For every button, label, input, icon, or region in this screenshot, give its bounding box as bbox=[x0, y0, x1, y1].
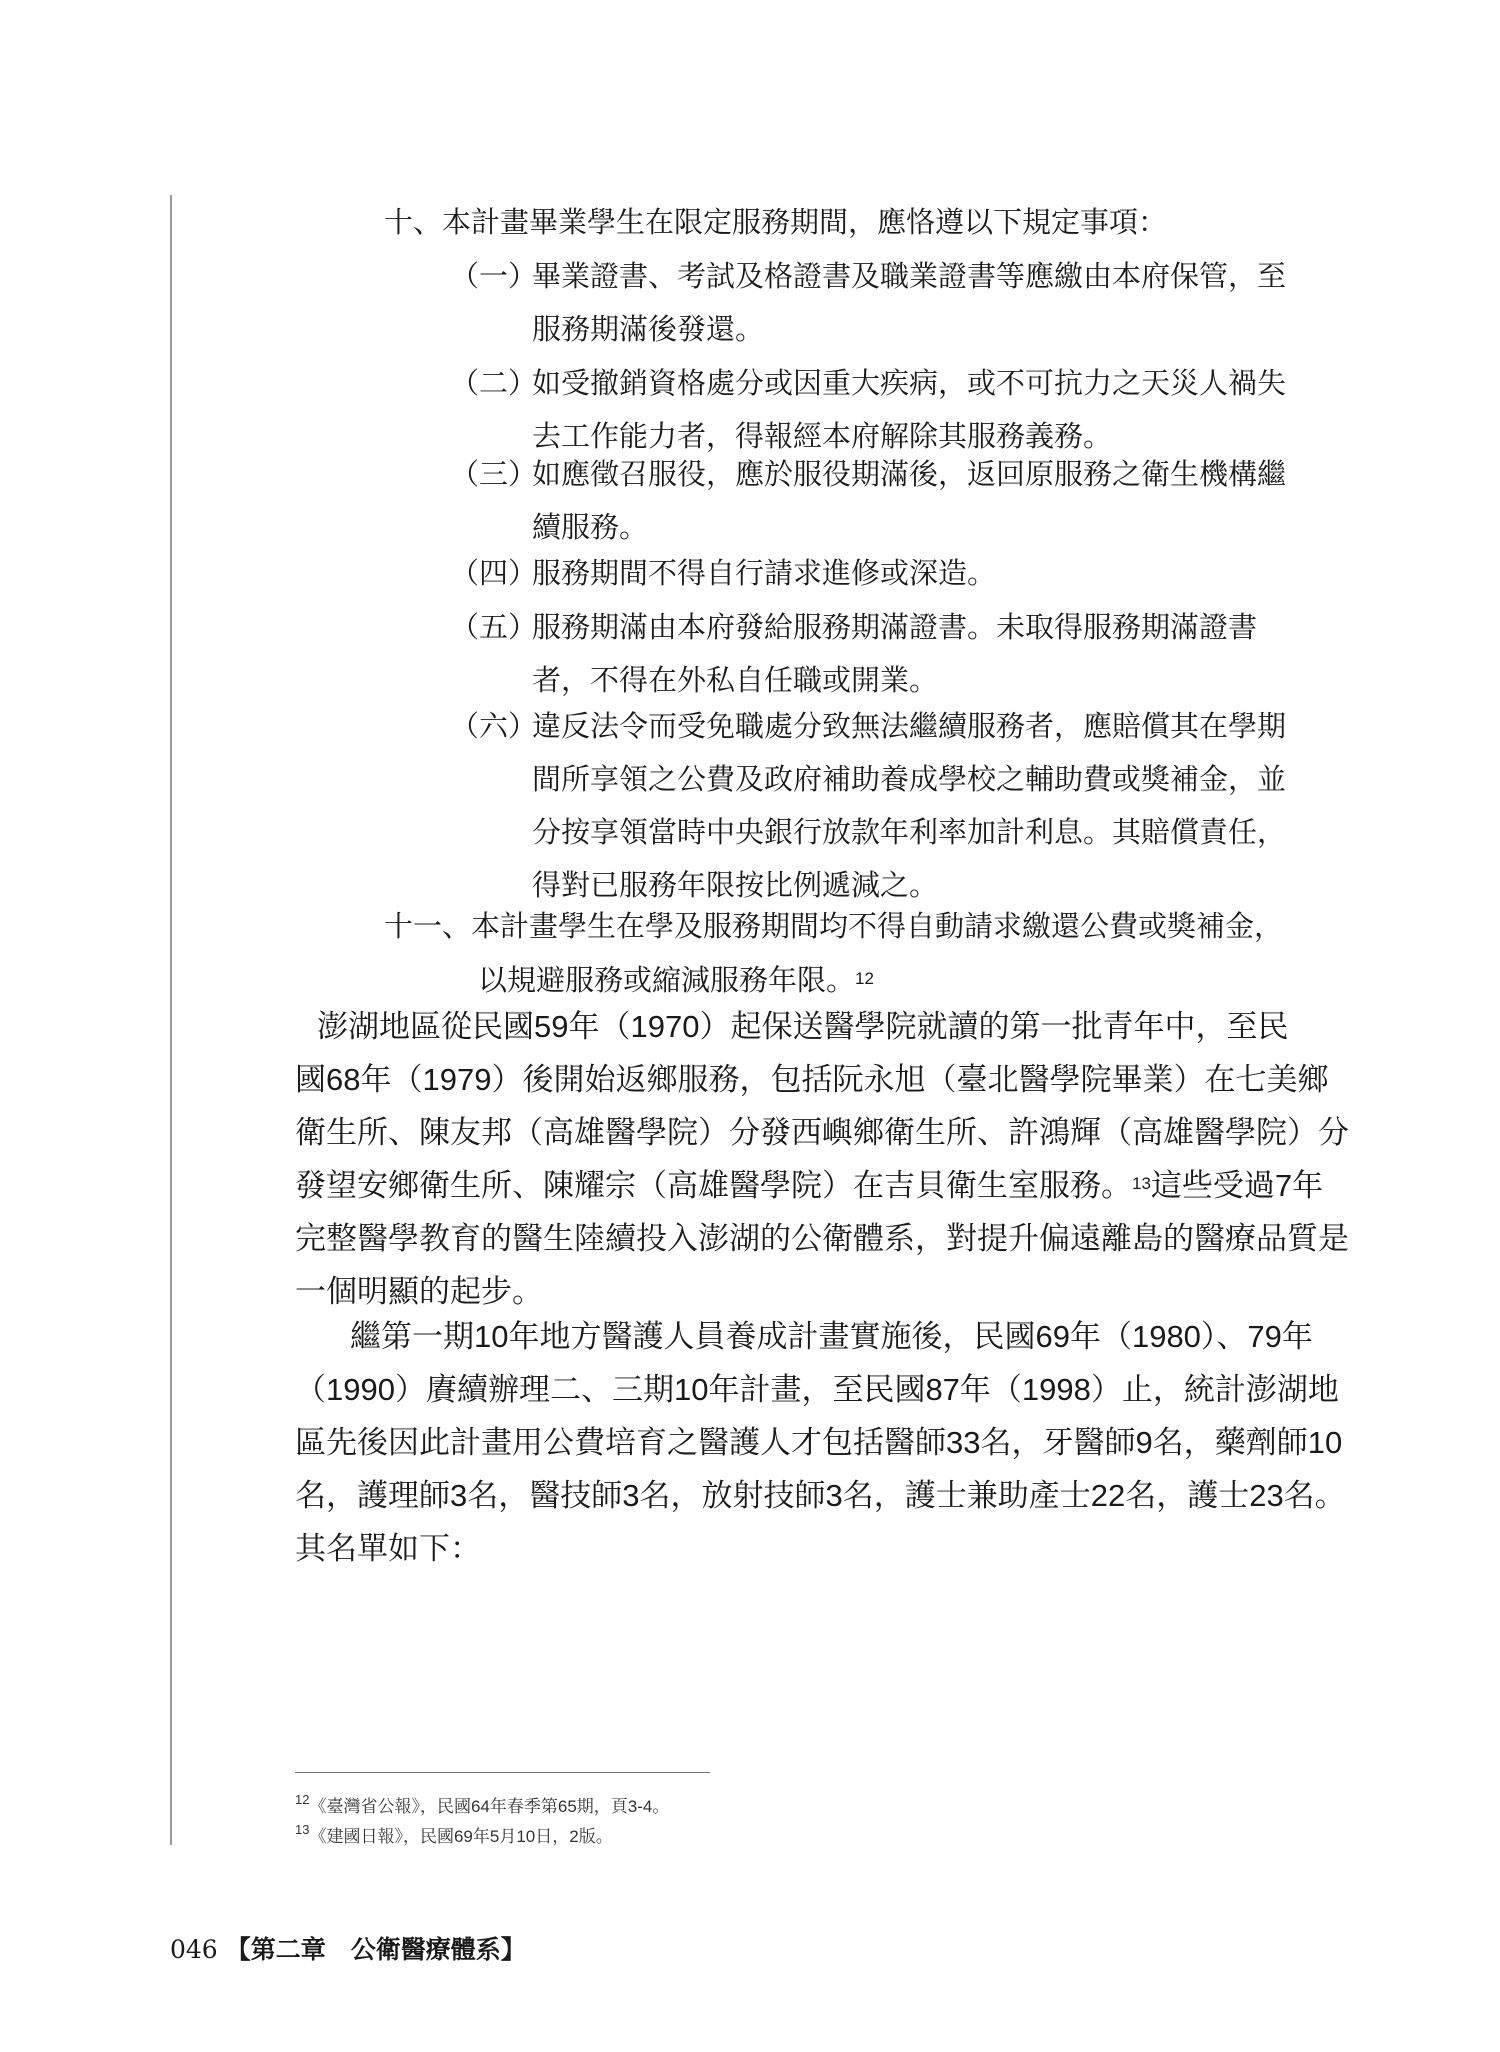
paragraph-line: 澎湖地區從民國59年（1970）起保送醫學院就讀的第一批青年中，至民 bbox=[317, 1009, 1289, 1044]
paragraph-line: 一個明顯的起步。 bbox=[295, 1274, 543, 1309]
subitem-number: （四） bbox=[450, 556, 538, 590]
paragraph-line: 國68年（1979）後開始返鄉服務，包括阮永旭（臺北醫學院畢業）在七美鄉 bbox=[295, 1062, 1329, 1097]
subitem-number: （五） bbox=[450, 610, 538, 644]
footnote-13 bbox=[295, 1822, 613, 1847]
paragraph-line-text: 這些受過7年 bbox=[1150, 1168, 1324, 1203]
footnote-number: 12 bbox=[295, 1792, 310, 1807]
subitem-number: （二） bbox=[450, 366, 538, 400]
page-folio bbox=[170, 1930, 526, 1966]
paragraph-line: 名，護理師3名，醫技師3名，放射技師3名，護士兼助產士22名，護士23名。 bbox=[295, 1478, 1346, 1513]
body-paragraph-2 bbox=[295, 1310, 1346, 1575]
chapter-title: 【第二章 公衛醫療體系】 bbox=[225, 1935, 526, 1964]
rule-item-11-heading: 十一、本計畫學生在學及服務期間均不得自動請求繳還公費或獎補金， bbox=[384, 909, 1284, 943]
subitem-line: 去工作能力者，得報經本府解除其服務義務。 bbox=[532, 419, 1113, 453]
body-paragraph-1 bbox=[295, 1000, 1349, 1318]
subitem-line: 如應徵召服役，應於服役期滿後，返回原服務之衛生機構繼 bbox=[532, 457, 1287, 491]
paragraph-line: 完整醫學教育的醫生陸續投入澎湖的公衛體系，對提升偏遠離島的醫療品質是 bbox=[295, 1221, 1349, 1256]
subitem-line: 服務期滿由本府發給服務期滿證書。未取得服務期滿證書 bbox=[532, 610, 1258, 644]
subitem-line: 如受撤銷資格處分或因重大疾病，或不可抗力之天災人禍失 bbox=[532, 366, 1287, 400]
footnote-ref-12: 12 bbox=[855, 969, 874, 988]
paragraph-line: 區先後因此計畫用公費培育之醫護人才包括醫師33名，牙醫師9名，藥劑師10 bbox=[295, 1425, 1343, 1460]
subitem-line: 畢業證書、考試及格證書及職業證書等應繳由本府保管，至 bbox=[532, 259, 1287, 293]
subitem-number: （一） bbox=[450, 259, 538, 293]
subitem-line: 續服務。 bbox=[532, 510, 649, 544]
margin-rule bbox=[170, 195, 172, 1845]
continuation-text: 以規避服務或縮減服務年限。 bbox=[478, 963, 856, 997]
footnote-ref-13: 13 bbox=[1132, 1174, 1151, 1193]
subitem-line: 者，不得在外私自任職或開業。 bbox=[532, 663, 939, 697]
paragraph-line: 其名單如下： bbox=[295, 1531, 481, 1566]
footnote-divider bbox=[295, 1772, 710, 1773]
footnote-12 bbox=[295, 1792, 669, 1817]
subitem-number: （三） bbox=[450, 457, 538, 491]
subitem-line: 違反法令而受免職處分致無法繼續服務者，應賠償其在學期 bbox=[532, 709, 1287, 743]
footnote-text: 《臺灣省公報》，民國64年春季第65期，頁3-4。 bbox=[309, 1797, 670, 1816]
paragraph-line: 繼第一期10年地方醫護人員養成計畫實施後，民國69年（1980）、79年 bbox=[350, 1319, 1313, 1354]
footnote-text: 《建國日報》，民國69年5月10日，2版。 bbox=[309, 1827, 613, 1846]
footnote-number: 13 bbox=[295, 1822, 310, 1837]
subitem-line: 得對已服務年限按比例遞減之。 bbox=[532, 868, 939, 902]
subitem-line: 間所享領之公費及政府補助養成學校之輔助費或獎補金，並 bbox=[532, 762, 1287, 796]
rule-item-10-heading: 十、本計畫畢業學生在限定服務期間，應恪遵以下規定事項： bbox=[384, 205, 1168, 239]
page-number: 046 bbox=[170, 1935, 218, 1964]
paragraph-line: （1990）賡續辦理二、三期10年計畫，至民國87年（1998）止，統計澎湖地 bbox=[295, 1372, 1339, 1407]
paragraph-line: 衛生所、陳友邦（高雄醫學院）分發西嶼鄉衛生所、許鴻輝（高雄醫學院）分 bbox=[295, 1115, 1349, 1150]
subitem-line: 服務期滿後發還。 bbox=[532, 312, 765, 346]
paragraph-line-text: 發望安鄉衛生所、陳耀宗（高雄醫學院）在吉貝衛生室服務。 bbox=[295, 1168, 1132, 1203]
subitem-line: 服務期間不得自行請求進修或深造。 bbox=[532, 556, 997, 590]
subitem-line: 分按享領當時中央銀行放款年利率加計利息。其賠償責任， bbox=[532, 815, 1287, 849]
subitem-number: （六） bbox=[450, 709, 538, 743]
paragraph-line bbox=[295, 1159, 1324, 1212]
